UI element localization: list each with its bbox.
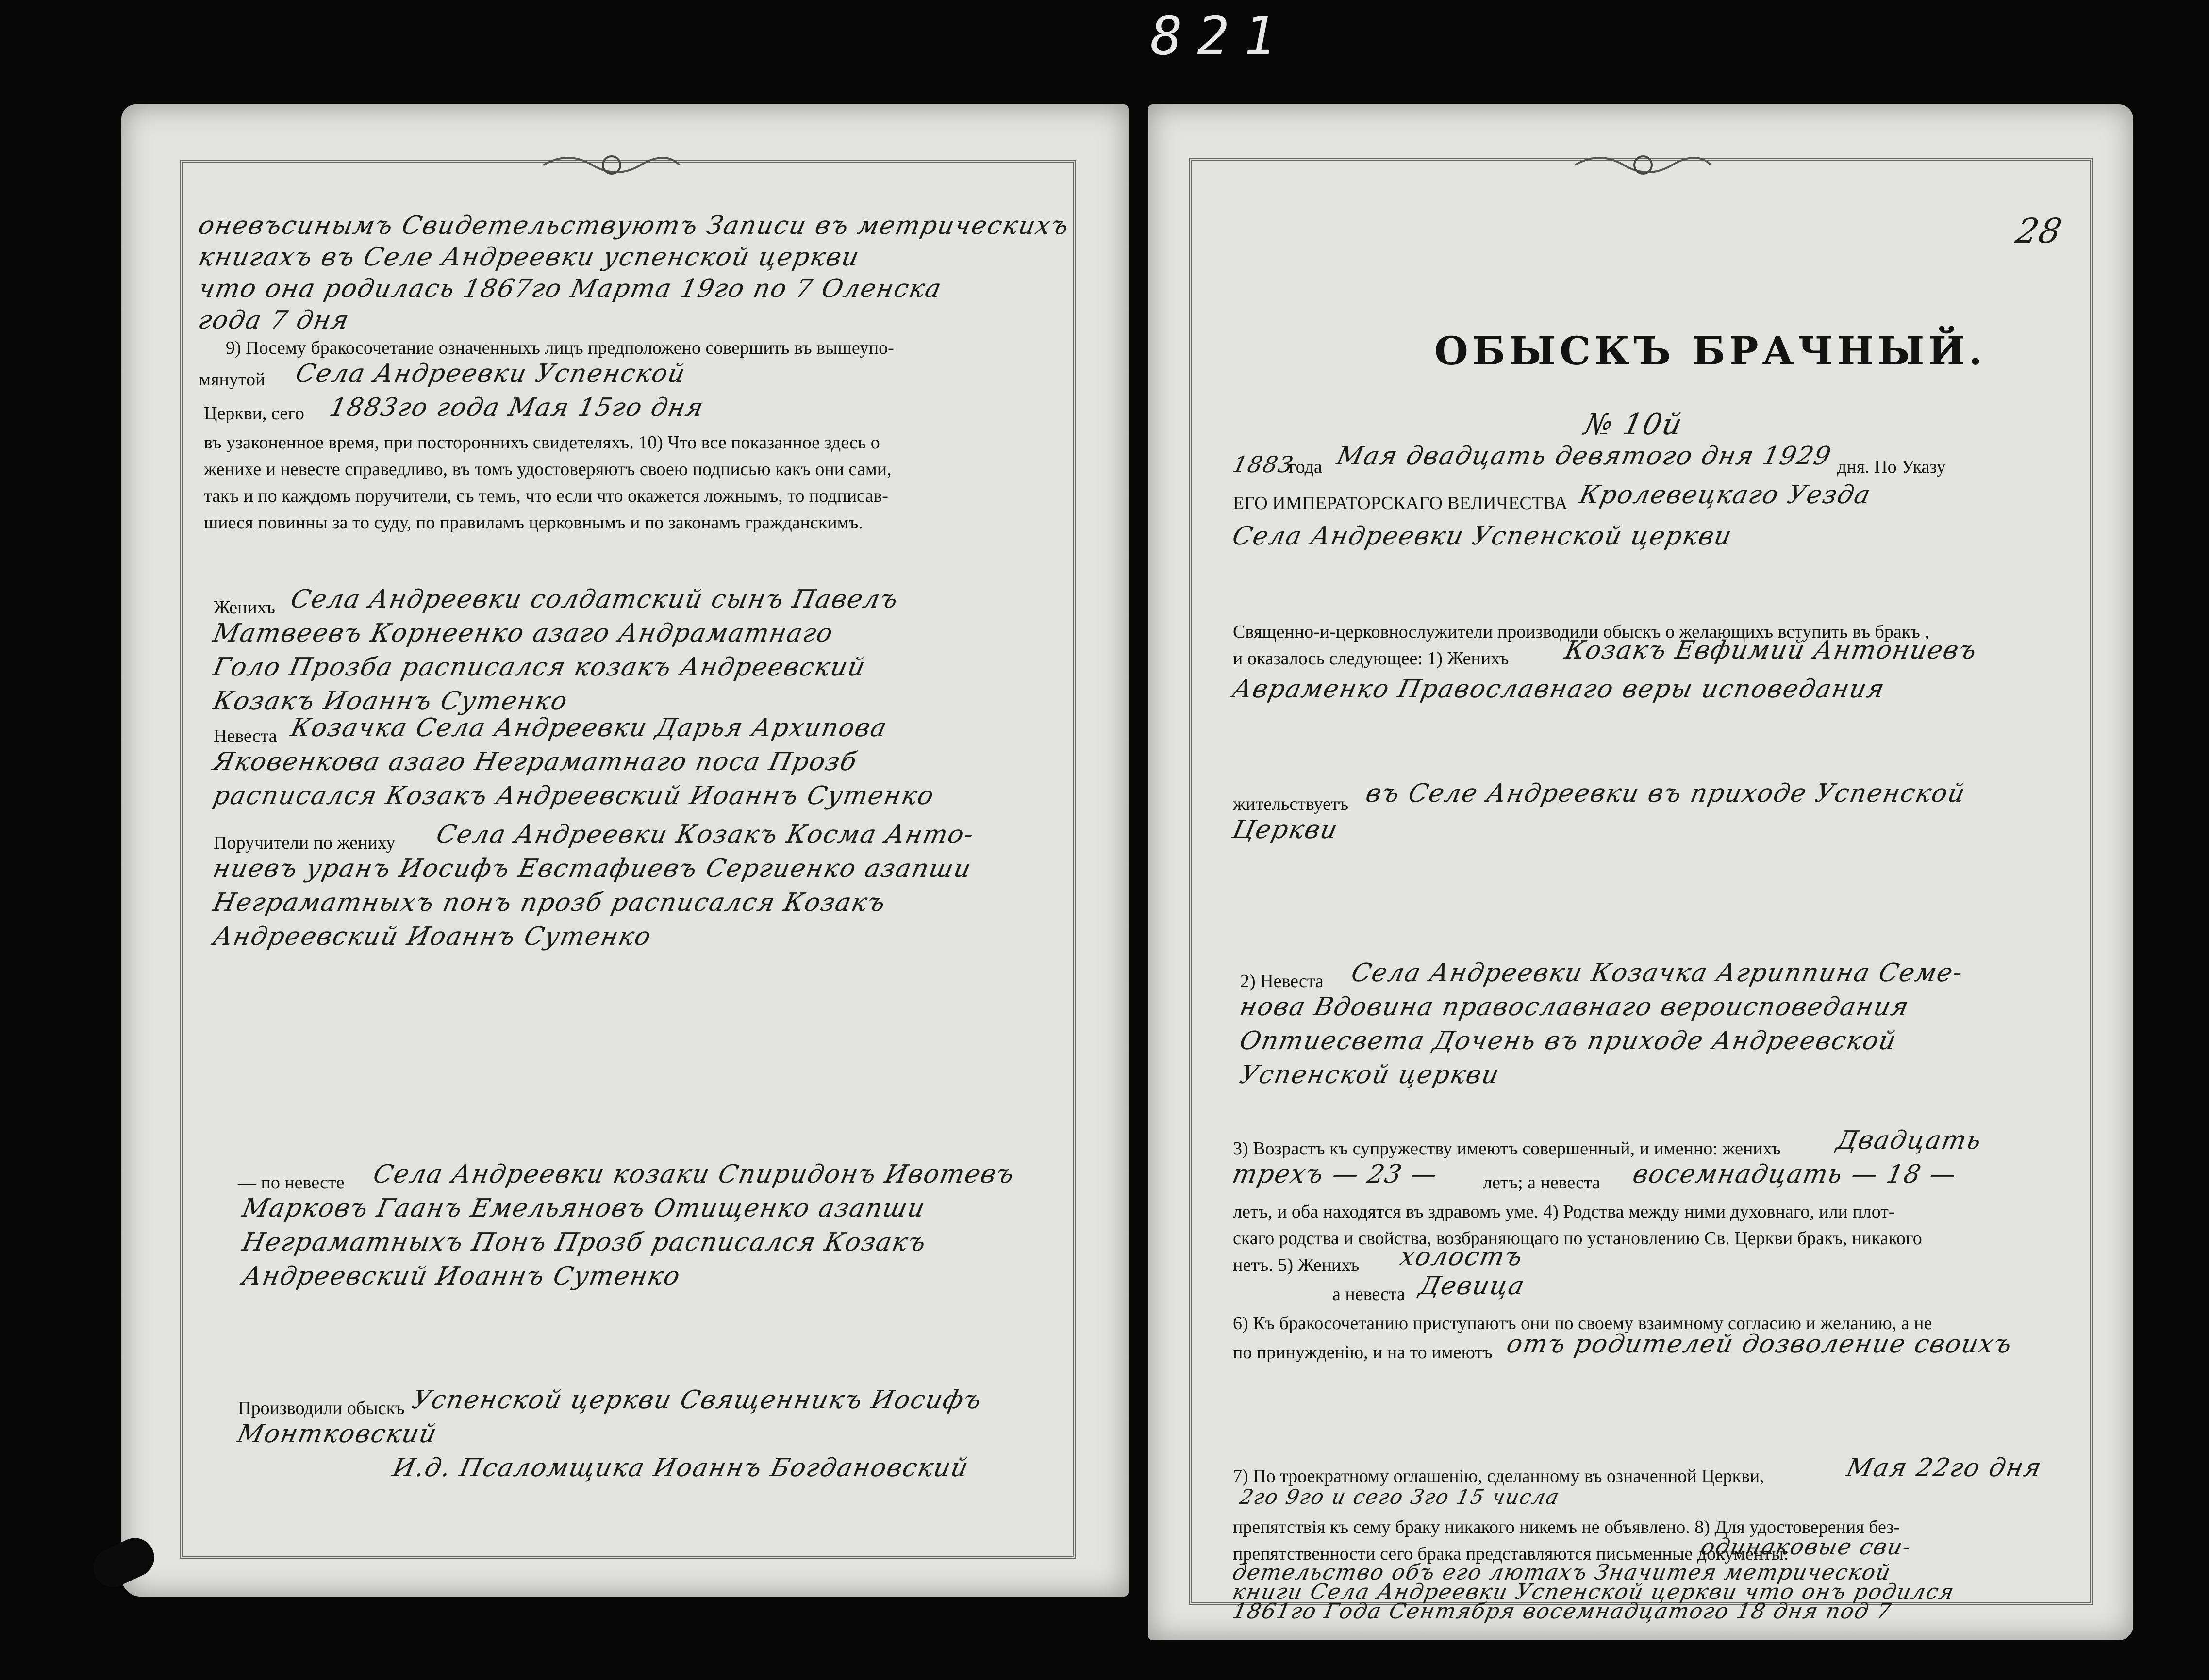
p9-line-4: женихе и невесте справедливо, въ томъ удостоверяютъ своею подписью какъ они сами, [204,459,892,479]
residence-label: жительствуетъ [1233,794,1349,814]
bride-hand-4: Успенской церкви [1237,1060,1503,1089]
p9-hand-2: 1883го года Мая 15го дня [327,393,707,422]
bride-label: 2) Невеста [1240,971,1324,991]
p7-hand-4-2: книги Села Андреевки Успенской церкви что онъ родился [1230,1580,1957,1604]
page-title: ОБЫСКЪ БРАЧНЫЙ. [1434,328,1986,374]
p9-hand-1: Села Андреевки Успенской [293,359,689,388]
groom-hand-2: Авраменко Православнаго веры исповедания [1229,675,1888,704]
groom-hand-3: Голо Прозба расписался козакъ Андреевский [210,653,869,682]
bride-hand-3: расписался Козакъ Андреевский Иоаннъ Сутенко [210,781,937,810]
age-line-1: 3) Возрастъ къ супружеству имеютъ совершенный, и именно: женихъ [1233,1138,1781,1159]
guarantors-groom-hand-1: Села Андреевки Козакъ Косма Анто- [433,820,977,849]
age-line-6-prefix: а невеста [1332,1284,1405,1304]
age-line-2-mid: летъ; а невеста [1483,1172,1601,1193]
p7-line-2: препятствія къ сему браку никакого никемъ не объявлено. 8) Для удостоверения без- [1233,1517,1900,1537]
guarantors-groom-hand-4: Андреевский Иоаннъ Сутенко [210,922,654,951]
bride-label: Невеста [214,726,277,746]
p7-line-1: 7) По троекратному оглашенію, сделанному въ означенной Церкви, [1233,1466,1764,1486]
conducted-hand-1: Успенской церкви Священникъ Иосифъ [409,1385,985,1415]
age-line-3: летъ, и оба находятся въ здравомъ уме. 4) Родства между ними духовнаго, или плот- [1233,1202,1895,1222]
residence-hand-2: Церкви [1229,815,1341,844]
guarantors-groom-label: Поручители по жениху [214,833,396,853]
guarantors-bride-hand-2: Марковъ Гаанъ Емельяновъ Отищенко азапши [239,1194,929,1223]
p9-prefix-1: мянутой [199,369,266,390]
bride-hand-3: Оптиесвета Дочень въ приходе Андреевской [1237,1026,1900,1055]
residence-hand-1: въ Селе Андреевки въ приходе Успенской [1363,779,1969,808]
p9-line-6: шиеся повинны за то суду, по правиламъ церковнымъ и по законамъ гражданскимъ. [204,512,863,533]
groom-hand-2: Матвеевъ Корнеенко азаго Андраматнаго [210,619,836,648]
top-hand-line-1: оневъсинымъ Свидетельствуютъ Записи въ метрическихъ [196,211,1072,240]
guarantors-bride-hand-1: Села Андреевки козаки Спиридонъ Ивотевъ [370,1160,1018,1189]
right-page-border [1189,158,2093,1605]
p7-line-3: препятственности сего брака представляются письменные документы: [1233,1544,1789,1564]
p9-prefix-2: Церкви, сего [204,403,304,424]
p7-hand-2: 2го 9го и сего 3го 15 числа [1237,1485,1562,1509]
guarantors-groom-hand-3: Неграматныхъ понъ прозб расписался Козакъ [210,888,889,917]
guarantors-bride-hand-4: Андреевский Иоаннъ Сутенко [239,1262,683,1291]
p7-hand-4-3: 1861го Года Сентября восемнадцатого 18 дня под 7 [1230,1599,1894,1624]
page-number: 28 [2012,211,2066,251]
age-hand-1: Двадцать [1834,1126,1985,1155]
p9-line-3: въ узаконенное время, при постороннихъ свидетеляхъ. 10) Что все показанное здесь о [204,432,880,453]
groom-hand-4: Козакъ Иоаннъ Сутенко [210,687,571,716]
ornament-icon [1570,150,1716,180]
top-hand-line-3: что она родилась 1867го Марта 19го по 7 Оленска [196,274,945,303]
groom-hand-1: Села Андреевки солдатский сынъ Павелъ [288,585,901,614]
bride-hand-2: нова Вдовина православнаго вероисповедания [1237,992,1912,1021]
left-page [121,104,1129,1597]
conducted-label: Производили обыскъ [238,1398,405,1418]
p6-line-1: 6) Къ бракосочетанию приступаютъ они по своему взаимному согласию и желанию, а не [1233,1313,1932,1334]
clergy-line: Священно-и-церковнослужители производили обыскъ о желающихъ вступить въ бракъ , [1233,622,1929,642]
age-hand-3: восемнадцать — 18 — [1630,1160,1960,1189]
date-year: 1883 [1230,451,1296,478]
bride-hand-1: Козачка Села Андреевки Дарья Архипова [288,713,890,742]
guarantors-bride-hand-3: Неграматныхъ Понъ Прозб расписался Козакъ [239,1228,930,1257]
top-hand-line-2: книгахъ въ Селе Андреевки успенской церкви [196,243,863,272]
right-page [1148,104,2133,1640]
majesty-hand: Кролевецкаго Уезда [1577,480,1874,510]
archive-number: 821 [1150,5,1291,67]
p9-line-1: 9) Посему бракосочетание означенныхъ лицъ предположено совершить въ вышеупо- [226,338,894,358]
age-hand-5: холостъ [1397,1242,1526,1271]
top-hand-line-4: года 7 дня [196,306,352,335]
groom-label: Женихъ [214,597,275,618]
majesty-label: ЕГО ИМПЕРАТОРСКАГО ВЕЛИЧЕСТВА [1233,493,1568,513]
p7-hand-3: одинаковые сви- [1698,1533,1914,1560]
church-hand: Села Андреевки Успенской церкви [1229,522,1735,551]
date-hand: Мая двадцать девятого дня 1929 [1334,442,1834,471]
age-line-5-prefix: нетъ. 5) Женихъ [1233,1255,1360,1275]
p6-line-2: по принужденію, и на то имеютъ [1233,1342,1493,1363]
p6-hand: отъ родителей дозволение своихъ [1504,1330,2015,1359]
conducted-hand-3: И.д. Псаломщика Иоаннъ Богдановский [390,1453,972,1482]
bride-hand-2: Яковенкова азаго Неграматнаго поса Прозб [210,747,860,776]
age-hand-2: трехъ — 23 — [1229,1160,1441,1189]
guarantors-groom-hand-2: ниевъ уранъ Иосифъ Евстафиевъ Сергиенко азапши [210,854,975,883]
bride-hand-1: Села Андреевки Козачка Агриппина Семе- [1348,958,1966,988]
guarantors-bride-label: — по невесте [238,1172,345,1193]
conducted-hand-2: Монтковский [234,1419,440,1449]
record-number: № 10й [1581,408,1686,442]
groom-hand-1: Козакъ Евфимий Антониевъ [1562,636,1980,665]
result-prefix: и оказалось следующее: 1) Женихъ [1233,648,1509,669]
p7-hand-4-1: детельство объ его лютахъ Значитея метрической [1230,1560,1893,1585]
p7-hand-1: Мая 22го дня [1844,1453,2045,1482]
date-year-suffix: года [1289,457,1322,477]
date-suffix: дня. По Указу [1837,457,1946,477]
p9-line-5: такъ и по каждомъ поручители, съ темъ, что если что окажется ложнымъ, то подписав- [204,486,888,506]
age-line-4: скаго родства и свойства, возбраняющаго по установлению Св. Церкви бракъ, никакого [1233,1228,1922,1249]
age-hand-6: Девица [1416,1271,1528,1301]
ornament-icon [539,150,684,180]
